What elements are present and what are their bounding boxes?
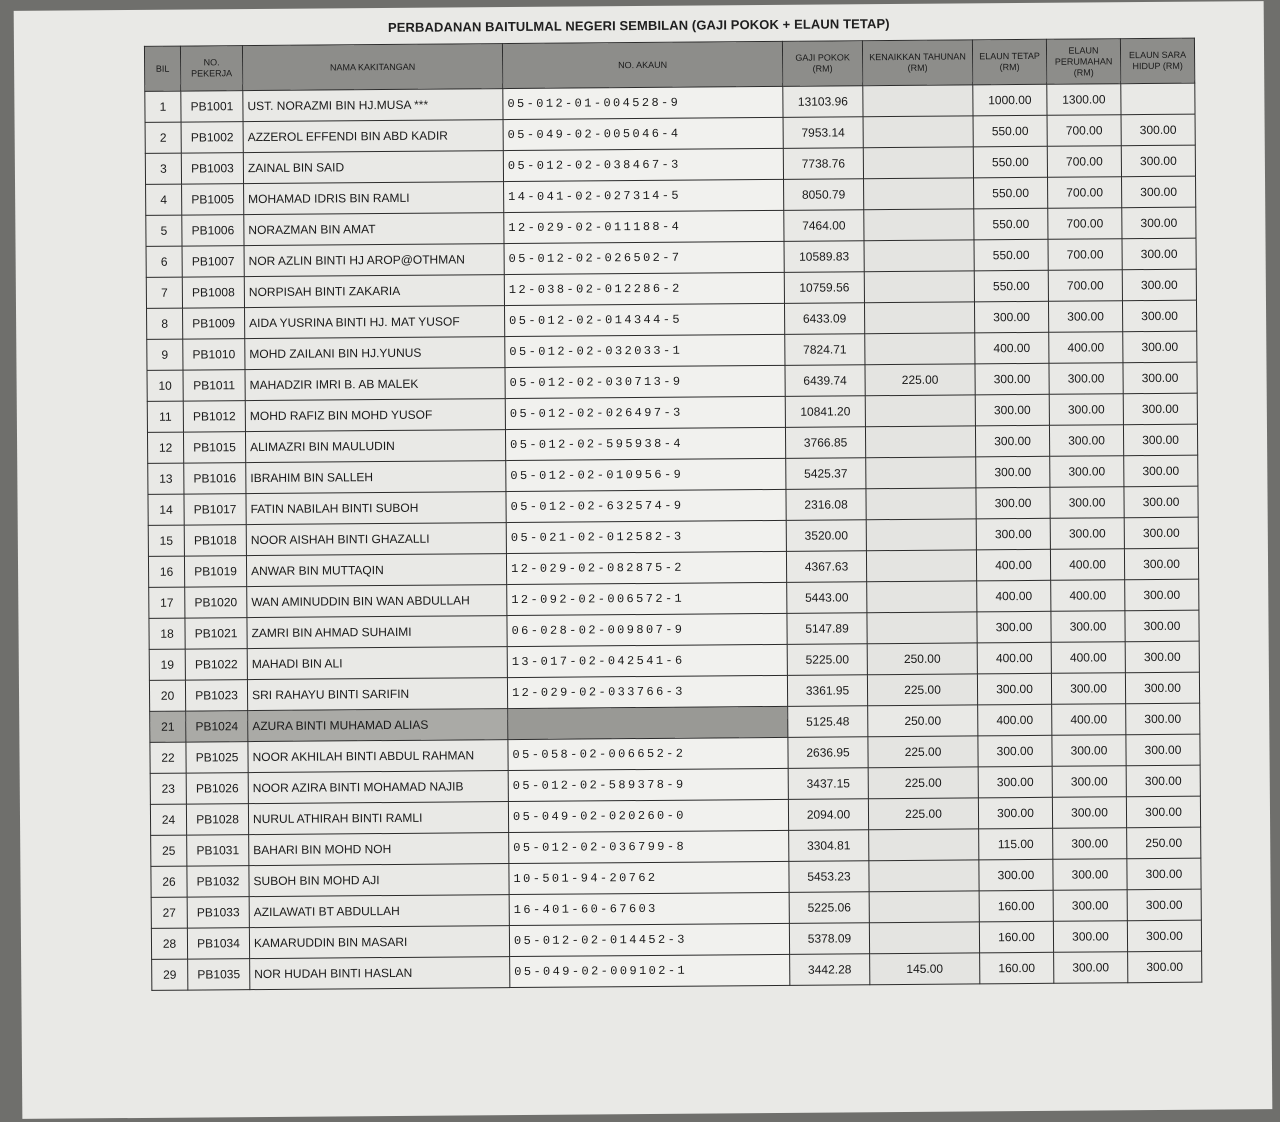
cell-gaji-pokok: 5378.09 <box>789 923 869 955</box>
cell-elaun-tetap: 400.00 <box>977 580 1051 612</box>
cell-kenaikan <box>864 209 974 241</box>
cell-no-pekerja: PB1031 <box>187 835 249 866</box>
cell-elaun-sara: 300.00 <box>1124 486 1198 518</box>
cell-no-pekerja: PB1028 <box>186 804 248 835</box>
cell-elaun-sara: 300.00 <box>1127 920 1201 952</box>
cell-no-pekerja: PB1034 <box>187 928 249 959</box>
cell-elaun-sara: 300.00 <box>1124 455 1198 487</box>
cell-bil: 29 <box>152 959 188 990</box>
cell-no-pekerja: PB1033 <box>187 897 249 928</box>
cell-gaji-pokok: 10841.20 <box>785 396 865 428</box>
cell-no-akaun <box>508 706 788 739</box>
cell-no-akaun: 05-021-02-012582-3 <box>506 520 786 553</box>
cell-elaun-tetap: 550.00 <box>973 115 1047 147</box>
cell-kenaikan: 145.00 <box>870 953 980 985</box>
cell-gaji-pokok: 13103.96 <box>783 86 863 118</box>
cell-gaji-pokok: 2316.08 <box>786 489 866 521</box>
cell-bil: 12 <box>147 432 183 463</box>
cell-elaun-sara: 300.00 <box>1124 548 1198 580</box>
cell-no-akaun: 05-012-02-014344-5 <box>504 303 784 336</box>
cell-no-pekerja: PB1010 <box>183 339 245 370</box>
cell-nama: MAHADI BIN ALI <box>247 647 507 680</box>
header-nama: NAMA KAKITANGAN <box>242 44 502 91</box>
cell-gaji-pokok: 3304.81 <box>789 830 869 862</box>
cell-no-pekerja: PB1026 <box>186 773 248 804</box>
cell-kenaikan: 225.00 <box>868 798 978 830</box>
cell-no-pekerja: PB1019 <box>184 556 246 587</box>
header-no-pekerja: NO. PEKERJA <box>180 46 242 91</box>
cell-bil: 28 <box>151 928 187 959</box>
cell-elaun-tetap: 160.00 <box>979 921 1053 953</box>
header-no-akaun: NO. AKAUN <box>502 41 782 88</box>
cell-nama: NOOR AKHILAH BINTI ABDUL RAHMAN <box>248 740 508 773</box>
cell-kenaikan <box>866 519 976 551</box>
cell-bil: 10 <box>147 370 183 401</box>
cell-gaji-pokok: 4367.63 <box>786 551 866 583</box>
cell-elaun-perumahan: 700.00 <box>1048 239 1122 271</box>
cell-elaun-tetap: 1000.00 <box>973 84 1047 116</box>
cell-elaun-perumahan: 300.00 <box>1048 301 1122 333</box>
cell-no-akaun: 05-012-01-004528-9 <box>503 86 783 119</box>
cell-nama: BAHARI BIN MOHD NOH <box>249 833 509 866</box>
cell-elaun-sara: 300.00 <box>1125 610 1199 642</box>
cell-no-akaun: 05-012-02-014452-3 <box>509 923 789 956</box>
cell-no-pekerja: PB1018 <box>184 525 246 556</box>
cell-no-pekerja: PB1035 <box>188 959 250 990</box>
cell-bil: 7 <box>146 277 182 308</box>
cell-elaun-sara: 300.00 <box>1123 424 1197 456</box>
cell-kenaikan: 225.00 <box>868 736 978 768</box>
cell-no-akaun: 05-049-02-009102-1 <box>510 954 790 987</box>
cell-no-pekerja: PB1021 <box>185 618 247 649</box>
cell-kenaikan <box>865 333 975 365</box>
cell-no-pekerja: PB1024 <box>186 711 248 742</box>
cell-gaji-pokok: 6439.74 <box>785 365 865 397</box>
cell-elaun-perumahan: 300.00 <box>1052 797 1126 829</box>
cell-no-pekerja: PB1025 <box>186 742 248 773</box>
cell-elaun-tetap: 300.00 <box>979 859 1053 891</box>
cell-nama: NORPISAH BINTI ZAKARIA <box>244 275 504 308</box>
cell-no-pekerja: PB1001 <box>181 91 243 122</box>
cell-elaun-sara: 300.00 <box>1125 579 1199 611</box>
cell-no-akaun: 05-012-02-632574-9 <box>506 489 786 522</box>
cell-nama: NOR AZLIN BINTI HJ AROP@OTHMAN <box>244 244 504 277</box>
cell-elaun-tetap: 400.00 <box>975 332 1049 364</box>
cell-kenaikan <box>866 488 976 520</box>
cell-kenaikan: 250.00 <box>868 705 978 737</box>
cell-nama: SUBOH BIN MOHD AJI <box>249 864 509 897</box>
cell-bil: 13 <box>148 463 184 494</box>
cell-gaji-pokok: 7738.76 <box>783 148 863 180</box>
header-kenaikan: KENAIKKAN TAHUNAN (RM) <box>862 40 972 86</box>
cell-no-pekerja: PB1020 <box>185 587 247 618</box>
cell-no-pekerja: PB1022 <box>185 649 247 680</box>
cell-no-pekerja: PB1016 <box>184 463 246 494</box>
cell-bil: 11 <box>147 401 183 432</box>
cell-elaun-perumahan: 1300.00 <box>1047 84 1121 116</box>
cell-elaun-perumahan: 300.00 <box>1049 363 1123 395</box>
cell-kenaikan <box>864 302 974 334</box>
cell-kenaikan <box>864 178 974 210</box>
cell-no-pekerja: PB1006 <box>182 215 244 246</box>
cell-elaun-perumahan: 700.00 <box>1047 146 1121 178</box>
cell-nama: IBRAHIM BIN SALLEH <box>246 461 506 494</box>
cell-bil: 23 <box>150 773 186 804</box>
cell-elaun-perumahan: 400.00 <box>1049 332 1123 364</box>
cell-elaun-sara: 300.00 <box>1123 393 1197 425</box>
cell-gaji-pokok: 10589.83 <box>784 241 864 273</box>
cell-nama: UST. NORAZMI BIN HJ.MUSA *** <box>243 89 503 122</box>
cell-elaun-tetap: 400.00 <box>977 642 1051 674</box>
cell-elaun-sara: 300.00 <box>1122 238 1196 270</box>
cell-elaun-sara: 300.00 <box>1124 517 1198 549</box>
cell-elaun-perumahan: 400.00 <box>1051 580 1125 612</box>
cell-bil: 1 <box>145 91 181 122</box>
cell-nama: AIDA YUSRINA BINTI HJ. MAT YUSOF <box>245 306 505 339</box>
cell-nama: MOHD ZAILANI BIN HJ.YUNUS <box>245 337 505 370</box>
cell-bil: 25 <box>151 835 187 866</box>
header-gaji-pokok: GAJI POKOK (RM) <box>782 41 862 87</box>
cell-elaun-perumahan: 300.00 <box>1053 890 1127 922</box>
cell-bil: 21 <box>150 711 186 742</box>
cell-elaun-sara: 300.00 <box>1128 951 1202 983</box>
cell-elaun-sara: 300.00 <box>1125 672 1199 704</box>
cell-no-akaun: 12-092-02-006572-1 <box>507 582 787 615</box>
cell-elaun-perumahan: 300.00 <box>1050 518 1124 550</box>
cell-no-pekerja: PB1017 <box>184 494 246 525</box>
cell-bil: 3 <box>145 153 181 184</box>
cell-kenaikan <box>864 271 974 303</box>
cell-elaun-sara: 300.00 <box>1122 300 1196 332</box>
cell-nama: AZILAWATI BT ABDULLAH <box>249 895 509 928</box>
cell-gaji-pokok: 6433.09 <box>784 303 864 335</box>
cell-no-pekerja: PB1008 <box>182 277 244 308</box>
cell-kenaikan <box>863 85 973 117</box>
document-title: PERBADANAN BAITULMAL NEGERI SEMBILAN (GAJI POKOK + ELAUN TETAP) <box>387 16 890 35</box>
cell-bil: 4 <box>146 184 182 215</box>
cell-elaun-perumahan: 400.00 <box>1050 549 1124 581</box>
cell-bil: 24 <box>150 804 186 835</box>
cell-elaun-perumahan: 400.00 <box>1051 642 1125 674</box>
cell-elaun-perumahan: 300.00 <box>1049 425 1123 457</box>
cell-elaun-perumahan: 400.00 <box>1052 704 1126 736</box>
cell-elaun-tetap: 400.00 <box>976 549 1050 581</box>
cell-elaun-sara: 300.00 <box>1122 207 1196 239</box>
cell-no-akaun: 05-049-02-020260-0 <box>508 799 788 832</box>
cell-no-pekerja: PB1032 <box>187 866 249 897</box>
cell-elaun-tetap: 300.00 <box>978 735 1052 767</box>
cell-nama: ZAMRI BIN AHMAD SUHAIMI <box>247 616 507 649</box>
cell-no-akaun: 05-012-02-038467-3 <box>503 148 783 181</box>
cell-elaun-tetap: 300.00 <box>978 766 1052 798</box>
cell-no-akaun: 05-012-02-026497-3 <box>505 396 785 429</box>
salary-table <box>144 38 1202 991</box>
cell-elaun-sara: 300.00 <box>1123 331 1197 363</box>
cell-elaun-tetap: 300.00 <box>975 363 1049 395</box>
cell-gaji-pokok: 10759.56 <box>784 272 864 304</box>
cell-no-akaun: 06-028-02-009807-9 <box>507 613 787 646</box>
cell-gaji-pokok: 3442.28 <box>790 954 870 986</box>
cell-elaun-sara: 300.00 <box>1121 145 1195 177</box>
cell-nama: WAN AMINUDDIN BIN WAN ABDULLAH <box>247 585 507 618</box>
cell-elaun-perumahan: 300.00 <box>1050 487 1124 519</box>
cell-gaji-pokok: 3361.95 <box>787 675 867 707</box>
cell-gaji-pokok: 5425.37 <box>786 458 866 490</box>
cell-elaun-tetap: 550.00 <box>974 270 1048 302</box>
cell-nama: ANWAR BIN MUTTAQIN <box>246 554 506 587</box>
cell-elaun-perumahan: 300.00 <box>1054 952 1128 984</box>
cell-bil: 14 <box>148 494 184 525</box>
cell-gaji-pokok: 5125.48 <box>788 706 868 738</box>
cell-no-pekerja: PB1023 <box>185 680 247 711</box>
cell-bil: 2 <box>145 122 181 153</box>
cell-no-akaun: 12-029-02-011188-4 <box>504 210 784 243</box>
cell-elaun-sara: 300.00 <box>1125 641 1199 673</box>
cell-elaun-sara <box>1121 83 1195 115</box>
cell-gaji-pokok: 5225.06 <box>789 892 869 924</box>
cell-nama: MAHADZIR IMRI B. AB MALEK <box>245 368 505 401</box>
cell-nama: FATIN NABILAH BINTI SUBOH <box>246 492 506 525</box>
cell-nama: NOOR AISHAH BINTI GHAZALLI <box>246 523 506 556</box>
cell-no-akaun: 12-029-02-033766-3 <box>507 675 787 708</box>
cell-gaji-pokok: 7464.00 <box>784 210 864 242</box>
cell-elaun-tetap: 160.00 <box>979 890 1053 922</box>
table-body <box>145 83 1202 990</box>
cell-no-akaun: 10-501-94-20762 <box>509 861 789 894</box>
cell-elaun-sara: 300.00 <box>1122 176 1196 208</box>
cell-kenaikan: 250.00 <box>867 643 977 675</box>
cell-bil: 20 <box>149 680 185 711</box>
cell-elaun-tetap: 300.00 <box>978 797 1052 829</box>
cell-no-pekerja: PB1005 <box>182 184 244 215</box>
document-sheet <box>14 1 1273 1119</box>
cell-no-akaun: 12-038-02-012286-2 <box>504 272 784 305</box>
cell-elaun-sara: 300.00 <box>1126 734 1200 766</box>
cell-bil: 6 <box>146 246 182 277</box>
cell-bil: 18 <box>149 618 185 649</box>
cell-kenaikan <box>866 550 976 582</box>
cell-elaun-perumahan: 300.00 <box>1050 456 1124 488</box>
cell-elaun-tetap: 550.00 <box>973 146 1047 178</box>
cell-elaun-perumahan: 700.00 <box>1048 208 1122 240</box>
cell-bil: 22 <box>150 742 186 773</box>
cell-bil: 8 <box>147 308 183 339</box>
cell-elaun-sara: 300.00 <box>1127 889 1201 921</box>
cell-bil: 17 <box>149 587 185 618</box>
cell-kenaikan <box>864 240 974 272</box>
cell-gaji-pokok: 3766.85 <box>785 427 865 459</box>
cell-no-akaun: 12-029-02-082875-2 <box>506 551 786 584</box>
cell-elaun-tetap: 300.00 <box>976 487 1050 519</box>
cell-kenaikan <box>867 612 977 644</box>
cell-kenaikan: 225.00 <box>868 767 978 799</box>
cell-nama: MOHAMAD IDRIS BIN RAMLI <box>244 182 504 215</box>
cell-elaun-sara: 300.00 <box>1126 796 1200 828</box>
cell-bil: 27 <box>151 897 187 928</box>
cell-nama: ALIMAZRI BIN MAULUDIN <box>245 430 505 463</box>
cell-bil: 5 <box>146 215 182 246</box>
cell-elaun-perumahan: 700.00 <box>1048 177 1122 209</box>
cell-gaji-pokok: 3520.00 <box>786 520 866 552</box>
cell-kenaikan <box>867 581 977 613</box>
cell-gaji-pokok: 5453.23 <box>789 861 869 893</box>
cell-no-akaun: 05-058-02-006652-2 <box>508 737 788 770</box>
cell-no-pekerja: PB1011 <box>183 370 245 401</box>
cell-elaun-perumahan: 300.00 <box>1053 921 1127 953</box>
cell-kenaikan <box>863 116 973 148</box>
cell-no-akaun: 05-012-02-036799-8 <box>509 830 789 863</box>
cell-gaji-pokok: 7953.14 <box>783 117 863 149</box>
cell-gaji-pokok: 5225.00 <box>787 644 867 676</box>
cell-elaun-perumahan: 300.00 <box>1053 828 1127 860</box>
cell-elaun-tetap: 300.00 <box>975 394 1049 426</box>
cell-no-akaun: 16-401-60-67603 <box>509 892 789 925</box>
cell-kenaikan <box>865 395 975 427</box>
cell-elaun-tetap: 300.00 <box>977 611 1051 643</box>
cell-gaji-pokok: 2636.95 <box>788 737 868 769</box>
cell-kenaikan <box>866 457 976 489</box>
cell-kenaikan: 225.00 <box>867 674 977 706</box>
cell-nama: ZAINAL BIN SAID <box>243 151 503 184</box>
cell-elaun-tetap: 115.00 <box>979 828 1053 860</box>
cell-elaun-sara: 300.00 <box>1127 858 1201 890</box>
cell-no-pekerja: PB1003 <box>181 153 243 184</box>
cell-elaun-tetap: 300.00 <box>974 301 1048 333</box>
cell-nama: AZZEROL EFFENDI BIN ABD KADIR <box>243 120 503 153</box>
cell-no-akaun: 05-012-02-030713-9 <box>505 365 785 398</box>
cell-nama: NOR HUDAH BINTI HASLAN <box>250 957 510 990</box>
cell-nama: NURUL ATHIRAH BINTI RAMLI <box>248 802 508 835</box>
cell-no-akaun: 05-012-02-589378-9 <box>508 768 788 801</box>
cell-no-akaun: 05-012-02-026502-7 <box>504 241 784 274</box>
cell-no-akaun: 05-012-02-032033-1 <box>505 334 785 367</box>
cell-nama: AZURA BINTI MUHAMAD ALIAS <box>248 709 508 742</box>
cell-elaun-perumahan: 700.00 <box>1047 115 1121 147</box>
cell-gaji-pokok: 8050.79 <box>784 179 864 211</box>
cell-bil: 19 <box>149 649 185 680</box>
cell-nama: SRI RAHAYU BINTI SARIFIN <box>247 678 507 711</box>
cell-gaji-pokok: 7824.71 <box>785 334 865 366</box>
cell-bil: 9 <box>147 339 183 370</box>
cell-elaun-perumahan: 300.00 <box>1051 611 1125 643</box>
cell-kenaikan <box>869 891 979 923</box>
cell-no-pekerja: PB1009 <box>183 308 245 339</box>
header-bil: BIL <box>144 46 180 91</box>
cell-elaun-perumahan: 300.00 <box>1053 859 1127 891</box>
cell-elaun-sara: 300.00 <box>1123 362 1197 394</box>
cell-kenaikan: 225.00 <box>865 364 975 396</box>
cell-no-akaun: 05-049-02-005046-4 <box>503 117 783 150</box>
cell-no-akaun: 05-012-02-010956-9 <box>506 458 786 491</box>
cell-gaji-pokok: 5443.00 <box>787 582 867 614</box>
cell-elaun-tetap: 550.00 <box>974 239 1048 271</box>
cell-no-pekerja: PB1012 <box>183 401 245 432</box>
cell-nama: NORAZMAN BIN AMAT <box>244 213 504 246</box>
cell-elaun-sara: 300.00 <box>1122 269 1196 301</box>
cell-elaun-sara: 300.00 <box>1121 114 1195 146</box>
cell-no-akaun: 05-012-02-595938-4 <box>505 427 785 460</box>
header-elaun-perumahan: ELAUN PERUMAHAN (RM) <box>1046 39 1120 85</box>
cell-bil: 26 <box>151 866 187 897</box>
cell-elaun-perumahan: 300.00 <box>1049 394 1123 426</box>
cell-nama: MOHD RAFIZ BIN MOHD YUSOF <box>245 399 505 432</box>
cell-elaun-tetap: 300.00 <box>977 673 1051 705</box>
cell-no-akaun: 14-041-02-027314-5 <box>504 179 784 212</box>
cell-nama: NOOR AZIRA BINTI MOHAMAD NAJIB <box>248 771 508 804</box>
cell-kenaikan <box>869 860 979 892</box>
cell-gaji-pokok: 3437.15 <box>788 768 868 800</box>
cell-bil: 15 <box>148 525 184 556</box>
cell-kenaikan <box>865 426 975 458</box>
cell-elaun-tetap: 550.00 <box>974 177 1048 209</box>
cell-elaun-sara: 300.00 <box>1126 703 1200 735</box>
cell-elaun-perumahan: 300.00 <box>1052 735 1126 767</box>
header-elaun-tetap: ELAUN TETAP (RM) <box>972 39 1046 85</box>
cell-gaji-pokok: 5147.89 <box>787 613 867 645</box>
cell-elaun-sara: 300.00 <box>1126 765 1200 797</box>
cell-kenaikan <box>869 829 979 861</box>
cell-kenaikan <box>869 922 979 954</box>
cell-elaun-perumahan: 300.00 <box>1051 673 1125 705</box>
cell-elaun-sara: 250.00 <box>1127 827 1201 859</box>
cell-bil: 16 <box>148 556 184 587</box>
cell-elaun-tetap: 300.00 <box>975 425 1049 457</box>
cell-no-akaun: 13-017-02-042541-6 <box>507 644 787 677</box>
cell-gaji-pokok: 2094.00 <box>788 799 868 831</box>
cell-elaun-tetap: 400.00 <box>978 704 1052 736</box>
header-elaun-sara: ELAUN SARA HIDUP (RM) <box>1120 38 1194 84</box>
cell-no-pekerja: PB1002 <box>181 122 243 153</box>
cell-no-pekerja: PB1007 <box>182 246 244 277</box>
cell-no-pekerja: PB1015 <box>183 432 245 463</box>
cell-nama: KAMARUDDIN BIN MASARI <box>249 926 509 959</box>
cell-elaun-tetap: 300.00 <box>976 518 1050 550</box>
cell-elaun-tetap: 300.00 <box>976 456 1050 488</box>
cell-kenaikan <box>863 147 973 179</box>
cell-elaun-tetap: 550.00 <box>974 208 1048 240</box>
cell-elaun-perumahan: 700.00 <box>1048 270 1122 302</box>
cell-elaun-tetap: 160.00 <box>980 952 1054 984</box>
cell-elaun-perumahan: 300.00 <box>1052 766 1126 798</box>
